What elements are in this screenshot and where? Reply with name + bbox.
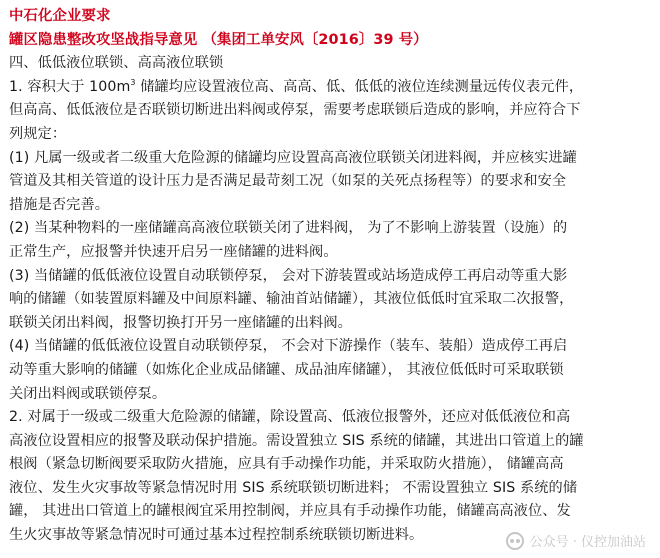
item-1 — [9, 76, 652, 147]
item-1-line-1 — [9, 76, 652, 100]
guideline-title: 罐区隐患整改攻坚战指导意见 （集团工单安风〔2016〕39 号） — [9, 31, 428, 48]
volume-unit: 100m — [89, 78, 131, 95]
sub-item-4-line: (4) 当储罐的低低液位设置自动联锁停泵， 不会对下游操作（装车、装船）造成停工再启 — [9, 338, 568, 355]
item-2-line: 液位、发生火灾事故等紧急情况时用 SIS 系统联锁切断进料； 不需设置独立 SIS 系统的储 — [9, 479, 578, 496]
sub-item-4-line: 动等重大影响的储罐（如炼化企业成品储罐、成品油库储罐）， 其液位低低时可采取联锁 — [9, 361, 564, 378]
item-1-line-2: 但高高、低低液位是否联锁切断进出料阀或停泵，需要考虑联锁后造成的影响，并应符合下 — [9, 102, 581, 119]
watermark-text: 公众号 · 仪控加油站 — [529, 535, 646, 550]
volume-unit-superscript: 3 — [130, 77, 136, 87]
item-2-line: 生火灾事故等紧急情况时可通过基本过程控制系统联锁切断进料。 — [9, 527, 424, 544]
item-2-line: 高液位设置相应的报警及联动保护措施。需设置独立 SIS 系统的储罐，其进出口管道上的罐 — [9, 432, 584, 449]
section-heading: 四、低低液位联锁、高高液位联锁 — [9, 55, 224, 72]
sub-item-4 — [9, 335, 652, 406]
sub-item-4-line: 关闭出料阀或联锁停泵。 — [9, 385, 167, 402]
sub-item-3 — [9, 265, 652, 336]
sub-item-1-line: (1) 凡属一级或者二级重大危险源的储罐均应设置高高液位联锁关闭进料阀，并应核实进罐 — [9, 149, 577, 166]
item-2-line: 罐， 其进出口管道上的罐根阀宜采用控制阀，并应具有手动操作功能，储罐高高液位、发 — [9, 503, 571, 520]
sub-item-2-line: 正常生产，应报警并快速开启另一座储罐的进料阀。 — [9, 243, 338, 260]
item-1-prefix: 1. 容积大于 — [9, 78, 90, 95]
company-requirement-title: 中石化企业要求 — [9, 8, 111, 24]
item-1-line-3: 列规定： — [9, 125, 67, 142]
item-2-line: 2. 对属于一级或二级重大危险源的储罐，除设置高、低液位报警外，还应对低低液位和高 — [9, 409, 571, 426]
sub-item-1 — [9, 147, 652, 218]
sub-item-2-line: (2) 当某种物料的一座储罐高高液位联锁关闭了进料阀， 为了不影响上游装置（设施）的 — [9, 220, 568, 237]
sub-item-3-line: (3) 当储罐的低低液位设置自动联锁停泵， 会对下游装置或站场造成停工再启动等重大影 — [9, 267, 568, 284]
sub-item-2 — [9, 217, 652, 264]
wechat-logo-icon — [506, 532, 524, 550]
sub-item-1-line: 管道及其相关管道的设计压力是否满足最苛刻工况（如泵的关死点扬程等）的要求和安全 — [9, 173, 567, 190]
item-2-line: 根阀（紧急切断阀要采取防火措施，应具有手动操作功能，并采取防火措施）， 储罐高高 — [9, 456, 564, 473]
sub-item-3-line: 联锁关闭出料阀，报警切换打开另一座储罐的出料阀。 — [9, 314, 352, 331]
item-1-rest: 储罐均应设置液位高、高高、低、低低的液位连续测量远传仪表元件， — [135, 78, 584, 95]
watermark — [506, 531, 646, 550]
sub-item-1-line: 措施是否完善。 — [9, 196, 110, 213]
item-2 — [9, 406, 652, 548]
sub-item-3-line: 响的储罐（如装置原料罐及中间原料罐、输油首站储罐），其液位低低时宜采取二次报警， — [9, 291, 574, 308]
